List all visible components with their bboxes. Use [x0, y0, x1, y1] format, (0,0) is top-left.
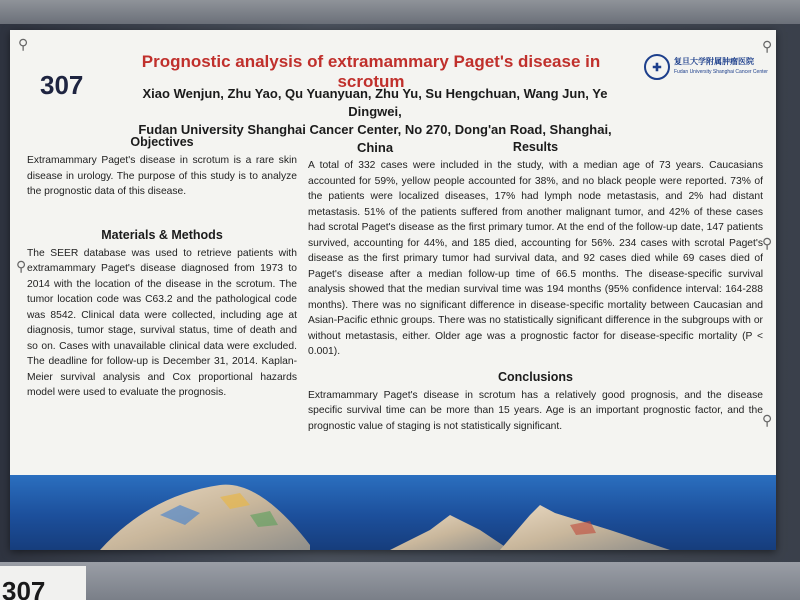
pushpin-icon: ⚲ — [16, 258, 27, 274]
decorative-banner — [10, 475, 776, 550]
objectives-text: Extramammary Paget's disease in scrotum is a rare skin disease in urology. The purpose of this study is to analyze the prognostic data of this disease. — [27, 155, 297, 197]
results-text: A total of 332 cases were included in the study, with a median age of 73 years. Caucasians accounted for 59%, yellow people accounted for 38%, and no black people were reported. 73% of the patients were localized diseases, 17% had lymph node metastasis, and 2% had distant metastasis. 51% of the patients suffered from another malignant tumor, and 42% of these cases had scrotal Paget's disease as the first primary tumor. At the end of the follow-up date, 147 patients survived, accounting for 44%, and 185 died, accounting for 56%. 234 cases with scrotal Paget's disease as the first primary tumor had survival data, and 92 cases died while 69 cases died of Paget's disease after a median follow-up time of 66.5 months. The disease-specific survival analysis showed that the median survival time was 194 months (95% confidence interval: 164-288 months). There was no significant difference in disease-specific mortality between Caucasian and Asian-Pacific ethnic groups. There was no statistically significant difference in the subgroups with or without metastasis, either. Older age was a prognostic factor for disease-specific mortality (P < 0.001). — [308, 160, 763, 357]
poster-number: 307 — [40, 70, 84, 100]
logo-chinese-name: 复旦大学附属肿瘤医院 — [674, 57, 754, 66]
mosaic-rooftops-illustration — [10, 475, 776, 550]
left-column — [27, 135, 297, 401]
conclusions-heading: Conclusions — [497, 369, 573, 384]
poster-board-rail — [0, 562, 800, 600]
pushpin-icon: ⚲ — [762, 412, 773, 428]
results-heading: Results — [512, 140, 559, 154]
right-column — [308, 140, 763, 434]
authors-line: Xiao Wenjun, Zhu Yao, Qu Yuanyuan, Zhu Yu, Su Hengchuan, Wang Jun, Ye Dingwei, — [142, 86, 608, 119]
hospital-emblem-icon: ✚ — [644, 54, 670, 80]
board-number: 307 — [2, 576, 46, 600]
methods-section — [27, 228, 297, 401]
logo-english-name: Fudan University Shanghai Cancer Center — [674, 69, 768, 75]
institution-logo — [644, 52, 768, 82]
affiliation-line: Fudan University Shanghai Cancer Center, No 270, Dong'an Road, Shanghai, China — [138, 122, 612, 155]
mosaic-roof-middle — [390, 515, 510, 550]
poster-title: Prognostic analysis of extramammary Paget's disease in scrotum — [141, 52, 601, 91]
objectives-section — [27, 135, 297, 200]
results-section — [308, 140, 763, 360]
conclusions-text: Extramammary Paget's disease in scrotum has a relatively good prognosis, and the disease specific survival time can be more than 15 years. Age is an important prognostic factor, and the prognostic value of staging is not statistically significant. — [308, 389, 763, 432]
board-number-card — [0, 566, 86, 600]
mosaic-roof-left — [100, 485, 310, 550]
board-top-frame — [0, 0, 800, 24]
methods-text: The SEER database was used to retrieve patients with extramammary Paget's disease diagnosed from 1973 to 2014 with the location of the disease in the scrotum. The tumor location code was C63.2 and the pathological code was 8542. Clinical data were collected, including age at diagnosis, tumor stage, survival status, time of death and so on. Cases with unavailable clinical data were excluded. The deadline for follow-up is December 31, 2014. Kaplan-Meier survival analysis and Cox proportional hazards model were used to evaluate the prognosis. — [27, 247, 297, 398]
pushpin-icon: ⚲ — [18, 36, 29, 52]
methods-heading: Materials & Methods — [101, 227, 223, 242]
pushpin-icon: ⚲ — [762, 235, 773, 251]
objectives-heading: Objectives — [130, 135, 194, 149]
pushpin-icon: ⚲ — [762, 38, 773, 54]
poster — [10, 30, 776, 550]
conclusions-section — [308, 370, 763, 435]
